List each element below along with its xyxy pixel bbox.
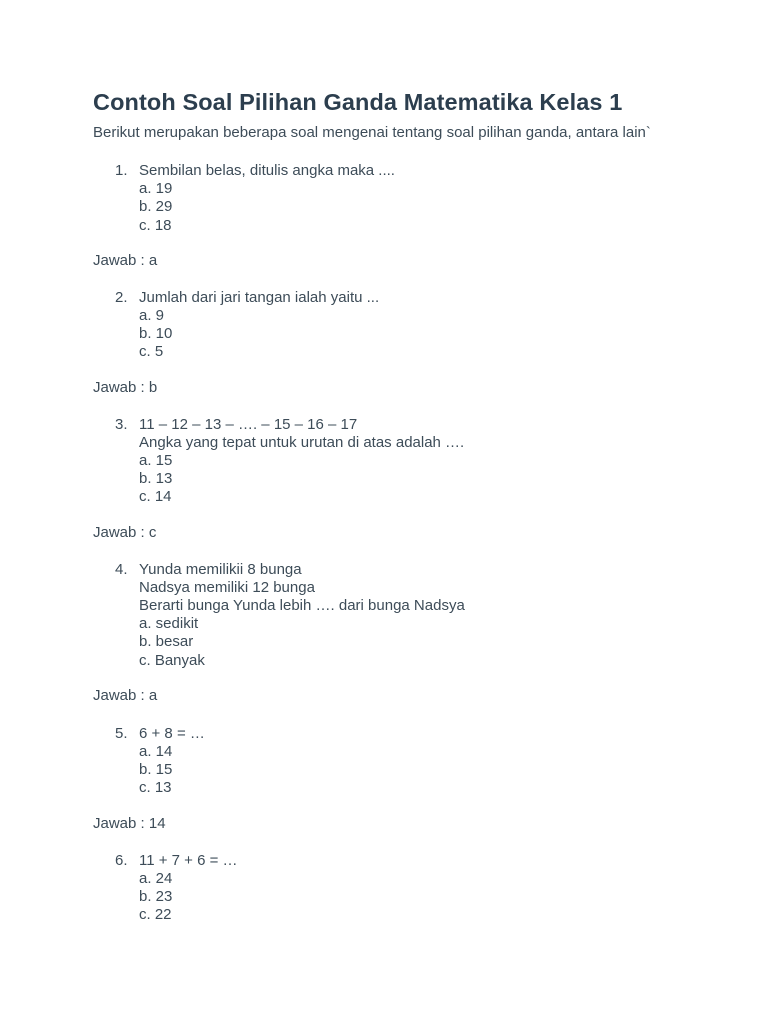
answer-option: c. Banyak	[139, 651, 205, 669]
question-text: Angka yang tepat untuk urutan di atas adalah ….	[139, 433, 465, 451]
answer-key: Jawab : c	[93, 523, 157, 541]
answer-option: a. 9	[139, 307, 165, 325]
question-text: Nadsya memiliki 12 bunga	[139, 578, 315, 596]
question-list	[93, 162, 733, 924]
question-number: 4.	[115, 560, 128, 578]
question-text: 6 + 8 = …	[139, 724, 205, 742]
question-text: 11 + 7 + 6 = …	[139, 851, 238, 869]
answer-option: c. 14	[139, 488, 172, 506]
question-item	[93, 289, 733, 362]
answer-key: Jawab : b	[93, 378, 158, 396]
question-item	[93, 852, 733, 925]
question-number: 6.	[115, 851, 128, 869]
answer-option: a. 14	[139, 743, 173, 761]
answer-key: Jawab : 14	[93, 814, 166, 832]
question-number: 1.	[115, 162, 128, 179]
question-text: Sembilan belas, ditulis angka maka ....	[139, 162, 395, 179]
question-item	[93, 416, 733, 507]
page-title: Contoh Soal Pilihan Ganda Matematika Kelas 1	[93, 89, 623, 115]
answer-option: c. 18	[139, 216, 172, 234]
intro-paragraph: Berikut merupakan beberapa soal mengenai tentang soal pilihan ganda, antara lain`	[93, 124, 651, 141]
question-text: Yunda memilikii 8 bunga	[139, 560, 302, 578]
question-text: 11 – 12 – 13 – …. – 15 – 16 – 17	[139, 415, 358, 433]
answer-option: a. sedikit	[139, 615, 199, 633]
question-item	[93, 561, 733, 670]
answer-option: c. 22	[139, 906, 172, 924]
answer-option: a. 24	[139, 869, 173, 887]
answer-option: c. 13	[139, 779, 172, 797]
answer-key: Jawab : a	[93, 686, 158, 704]
answer-option: b. besar	[139, 633, 194, 651]
question-item	[93, 725, 733, 798]
answer-option: c. 5	[139, 343, 164, 361]
question-number: 5.	[115, 724, 128, 742]
answer-option: b. 29	[139, 198, 173, 216]
answer-key: Jawab : a	[93, 251, 158, 269]
question-number: 2.	[115, 288, 128, 306]
answer-option: b. 13	[139, 470, 173, 488]
question-text: Jumlah dari jari tangan ialah yaitu ...	[139, 288, 380, 306]
question-item	[93, 162, 733, 235]
answer-option: b. 23	[139, 888, 173, 906]
answer-option: a. 15	[139, 452, 173, 470]
answer-option: b. 10	[139, 325, 173, 343]
answer-option: b. 15	[139, 761, 173, 779]
answer-option: a. 19	[139, 180, 173, 198]
question-text: Berarti bunga Yunda lebih …. dari bunga Nadsya	[139, 597, 465, 615]
document-page	[93, 86, 733, 924]
question-number: 3.	[115, 415, 128, 433]
